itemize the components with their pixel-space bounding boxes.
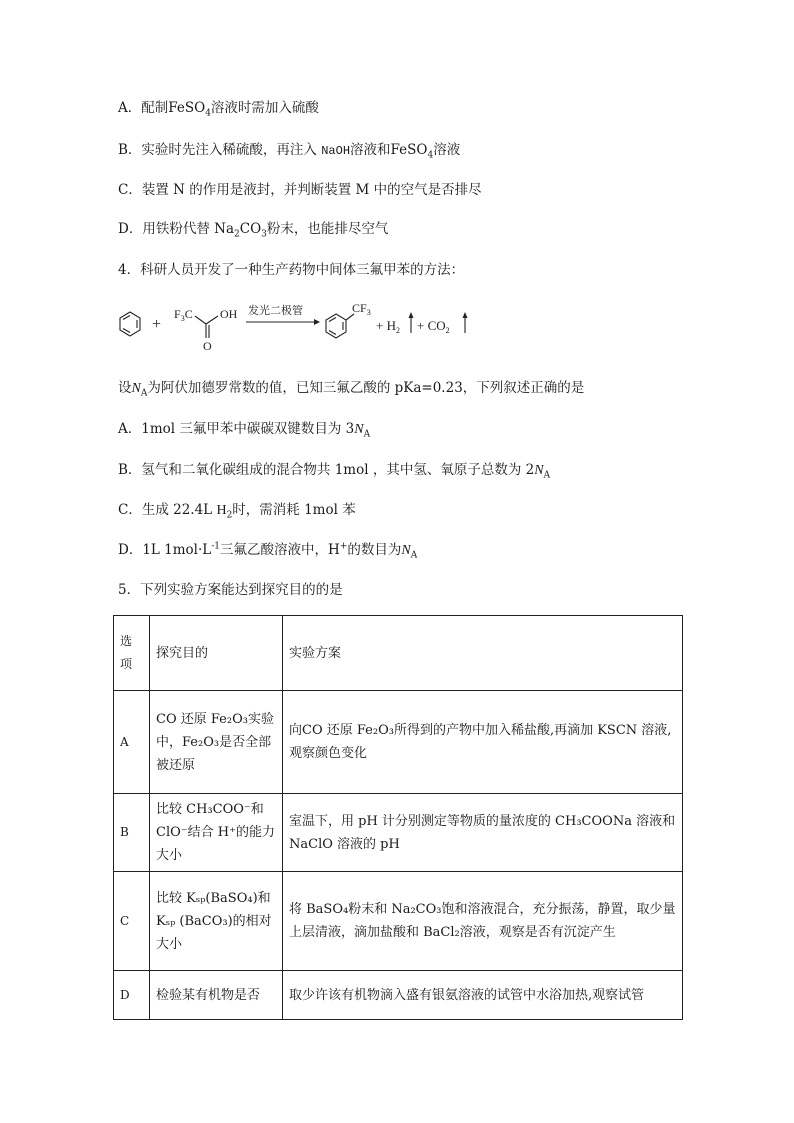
header-purpose: 探究目的: [150, 616, 283, 691]
row-option: B: [114, 794, 150, 872]
svg-text:F3C: [174, 307, 193, 323]
row-option: A: [114, 691, 150, 794]
co2-sub: 2: [445, 326, 450, 335]
tfa-c: C: [184, 307, 193, 321]
reaction-condition: 发光二极管: [248, 304, 303, 317]
q4-title: 4．科研人员开发了一种生产药物中间体三氟甲苯的方法：: [118, 262, 465, 278]
h2-sub: 2: [395, 326, 400, 335]
row-purpose: 比较 Kₛₚ(BaSO₄)和Kₛₚ (BaCO₃)的相对大小: [150, 872, 283, 971]
gas-up-arrow-icon: [409, 312, 414, 333]
product-cf: CF: [352, 301, 367, 315]
q3-option-c: C．装置 N 的作用是液封，并判断装置 M 中的空气是否排尽: [118, 182, 482, 198]
row-purpose: 检验某有机物是否: [150, 971, 283, 1020]
row-plan: 向CO 还原 Fe₂O₃所得到的产物中加入稀盐酸,再滴加 KSCN 溶液,观察颜色变化: [283, 691, 683, 794]
row-option: D: [114, 971, 150, 1020]
header-option: 选项: [114, 616, 150, 691]
svg-text:+ CO2: [417, 318, 450, 335]
tfa-o: O: [203, 339, 212, 353]
table-row: [114, 794, 683, 872]
tfa-f: F: [174, 307, 181, 321]
q3-option-d: D．用铁粉代替 $Na_2CO_3$粉末，也能排尽空气: [118, 221, 389, 240]
q4-option-b: B．氢气和二氧化碳组成的混合物共 1mol ，其中氢、氧原子总数为 $2N_A$: [118, 462, 551, 481]
table-header-row: [114, 616, 683, 691]
reaction-arrow-icon: [246, 319, 320, 325]
row-purpose: 比较 CH₃COO⁻和ClO⁻结合 H⁺的能力大小: [150, 794, 283, 872]
gas-up-arrow-icon: [463, 312, 468, 333]
table-row: [114, 872, 683, 971]
reaction-scheme: [118, 296, 498, 356]
tfa-oh: OH: [220, 307, 238, 321]
q4-stem: 设$N_A$为阿伏加德罗常数的值，已知三氟乙酸的 pKa=0.23，下列叙述正确的是: [118, 380, 585, 399]
svg-text:+ H2: [376, 318, 400, 335]
table-row: [114, 691, 683, 794]
q4-option-a: A．1mol 三氟甲苯中碳碳双键数目为 $3N_A$: [118, 421, 371, 440]
q4-option-d: D．1L $1mol\cdot L^{-1}$三氟乙酸溶液中，H+的数目为$N_A$: [118, 541, 418, 561]
tfa-f-sub: 3: [180, 314, 185, 323]
co2-label: + CO: [417, 318, 446, 333]
experiment-table: [113, 615, 683, 1020]
table-row: [114, 971, 683, 1020]
header-plan: 实验方案: [283, 616, 683, 691]
tfa-molecule: [174, 307, 238, 353]
benzene-ring-icon: [120, 312, 140, 336]
row-plan: 取少许该有机物滴入盛有银氨溶液的试管中水浴加热,观察试管: [283, 971, 683, 1020]
q3-option-a: A．配制FeSO$_4$溶液时需加入硫酸: [118, 100, 319, 119]
row-plan: 将 BaSO₄粉末和 Na₂CO₃饱和溶液混合，充分振荡，静置，取少量上层清液，滴加盐酸和 BaCl₂溶液，观察是否有沉淀产生: [283, 872, 683, 971]
h2-label: + H: [376, 318, 396, 333]
row-option: C: [114, 872, 150, 971]
svg-text:CF3: [352, 301, 371, 317]
row-purpose: CO 还原 Fe₂O₃实验中，Fe₂O₃是否全部被还原: [150, 691, 283, 794]
trifluorotoluene-ring-icon: [326, 314, 354, 338]
product-cf-sub: 3: [366, 308, 371, 317]
row-plan: 室温下，用 pH 计分别测定等物质的量浓度的 CH₃COONa 溶液和NaClO 溶液的 pH: [283, 794, 683, 872]
q3-option-b: B．实验时先注入稀硫酸，再注入 NaOH溶液和FeSO$_4$溶液: [118, 142, 461, 161]
q5-title: 5．下列实验方案能达到探究目的的是: [118, 582, 343, 598]
plus-sign: +: [152, 316, 162, 333]
q4-option-c: C．生成 22.4L $H_2$时，需消耗 1mol 苯: [118, 502, 356, 521]
